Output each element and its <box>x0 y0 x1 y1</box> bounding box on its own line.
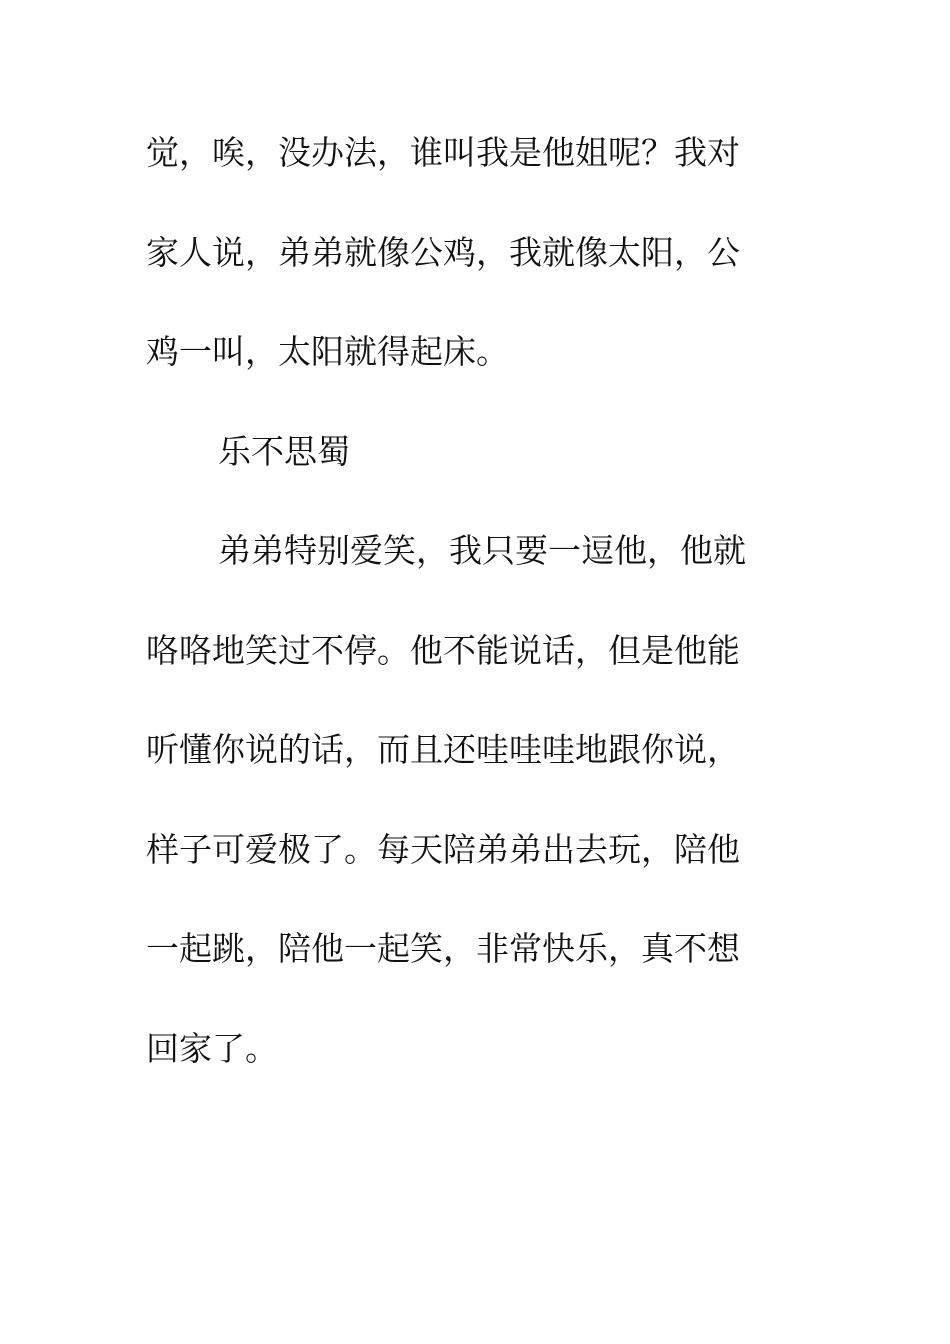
text-line: 鸡一叫，太阳就得起床。 <box>146 332 509 371</box>
text-line: 一起跳，陪他一起笑，非常快乐，真不想 <box>146 929 740 968</box>
text-line: 弟弟特别爱笑，我只要一逗他，他就 <box>218 531 746 570</box>
section-heading: 乐不思蜀 <box>218 431 350 471</box>
text-line: 咯咯地笑过不停。他不能说话，但是他能 <box>146 630 740 670</box>
text-line: 听懂你说的话，而且还哇哇哇地跟你说， <box>146 730 740 769</box>
document-body <box>146 123 806 1118</box>
text-line: 觉，唉，没办法，谁叫我是他姐呢？我对 <box>146 133 740 172</box>
text-line: 样子可爱极了。每天陪弟弟出去玩，陪他 <box>146 829 740 869</box>
text-line: 回家了。 <box>146 1028 278 1068</box>
text-line: 家人说，弟弟就像公鸡，我就像太阳，公 <box>146 232 740 272</box>
